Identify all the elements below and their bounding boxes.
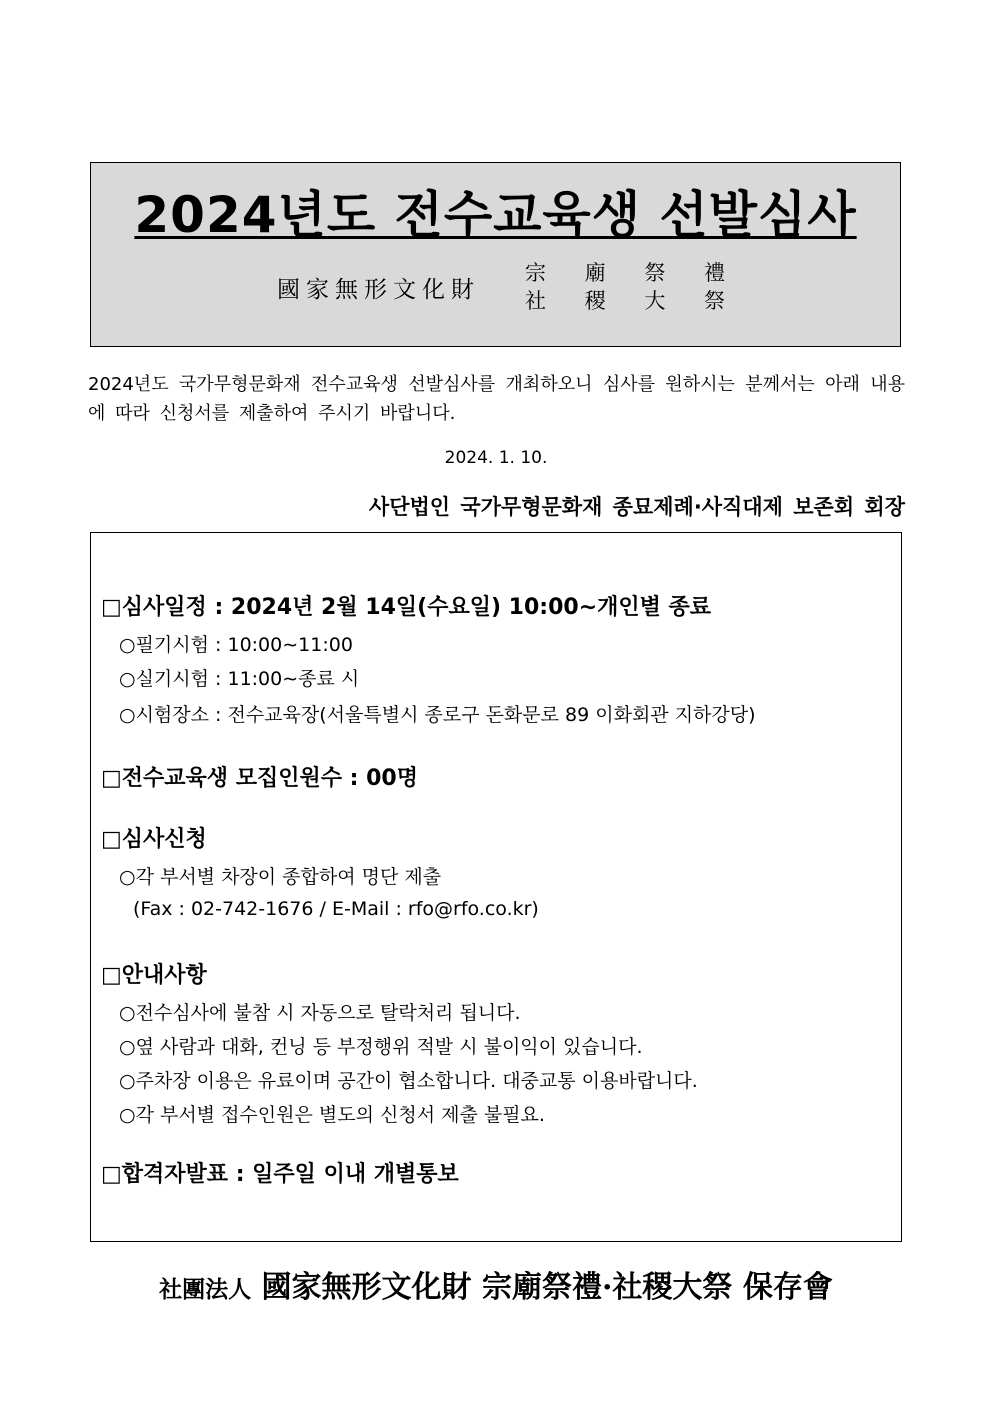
footer-organization: [0, 1262, 992, 1306]
schedule-item: ○필기시험 : 10:00∼11:00: [119, 634, 353, 656]
schedule-heading: □심사일정 : 2024년 2월 14일(수요일) 10:00∼개인별 종료: [101, 595, 712, 620]
apply-heading: □심사신청: [101, 827, 207, 852]
subtitle-char: 社: [525, 289, 546, 313]
subtitle-rituals: [525, 259, 725, 315]
result-heading: □합격자발표 : 일주일 이내 개별통보: [101, 1162, 459, 1187]
subtitle-heritage: 國家無形文化財: [277, 277, 480, 303]
subtitle-row-2: [525, 287, 725, 315]
signatory: 사단법인 국가무형문화재 종묘제례·사직대제 보존회 회장: [368, 495, 905, 519]
subtitle-char: 禮: [703, 261, 725, 285]
subtitle-char: 祭: [644, 261, 666, 285]
notice-item: ○각 부서별 접수인원은 별도의 신청서 제출 불필요.: [119, 1104, 545, 1126]
recruit-heading: □전수교육생 모집인원수 : 00명: [101, 766, 418, 791]
schedule-item: ○시험장소 : 전수교육장(서울특별시 종로구 돈화문로 89 이화회관 지하강당): [119, 704, 756, 726]
footer-prefix: 社團法人: [159, 1276, 252, 1303]
footer-name: 國家無形文化財 宗廟祭禮·社稷大祭 保存會: [261, 1270, 833, 1305]
notice-item: ○옆 사람과 대화, 컨닝 등 부정행위 적발 시 불이익이 있습니다.: [119, 1036, 643, 1058]
subtitle-char: 大: [644, 289, 666, 313]
notice-item: ○주차장 이용은 유료이며 공간이 협소합니다. 대중교통 이용바랍니다.: [119, 1070, 698, 1092]
title-box: [90, 162, 901, 347]
apply-item: ○각 부서별 차장이 종합하여 명단 제출: [119, 866, 442, 888]
subtitle-char: 宗: [525, 261, 546, 285]
notice-heading: □안내사항: [101, 963, 207, 988]
intro-paragraph: 2024년도 국가무형문화재 전수교육생 선발심사를 개최하오니 심사를 원하시는 분께서는 아래 내용에 따라 신청서를 제출하여 주시기 바랍니다.: [88, 374, 905, 424]
subtitle-char: 稷: [584, 289, 606, 313]
schedule-item: ○실기시험 : 11:00∼종료 시: [119, 668, 360, 690]
subtitle-row-1: [525, 259, 725, 287]
content-box: [90, 532, 902, 1242]
apply-contact: (Fax : 02-742-1676 / E-Mail : rfo@rfo.co.kr): [133, 898, 539, 920]
document-title: [91, 185, 900, 245]
subtitle-char: 祭: [703, 289, 725, 313]
document-title-text: 2024년도 전수교육생 선발심사: [134, 186, 857, 244]
issue-date: 2024. 1. 10.: [444, 448, 548, 468]
notice-item: ○전수심사에 불참 시 자동으로 탈락처리 됩니다.: [119, 1002, 521, 1024]
subtitle-char: 廟: [584, 261, 606, 285]
